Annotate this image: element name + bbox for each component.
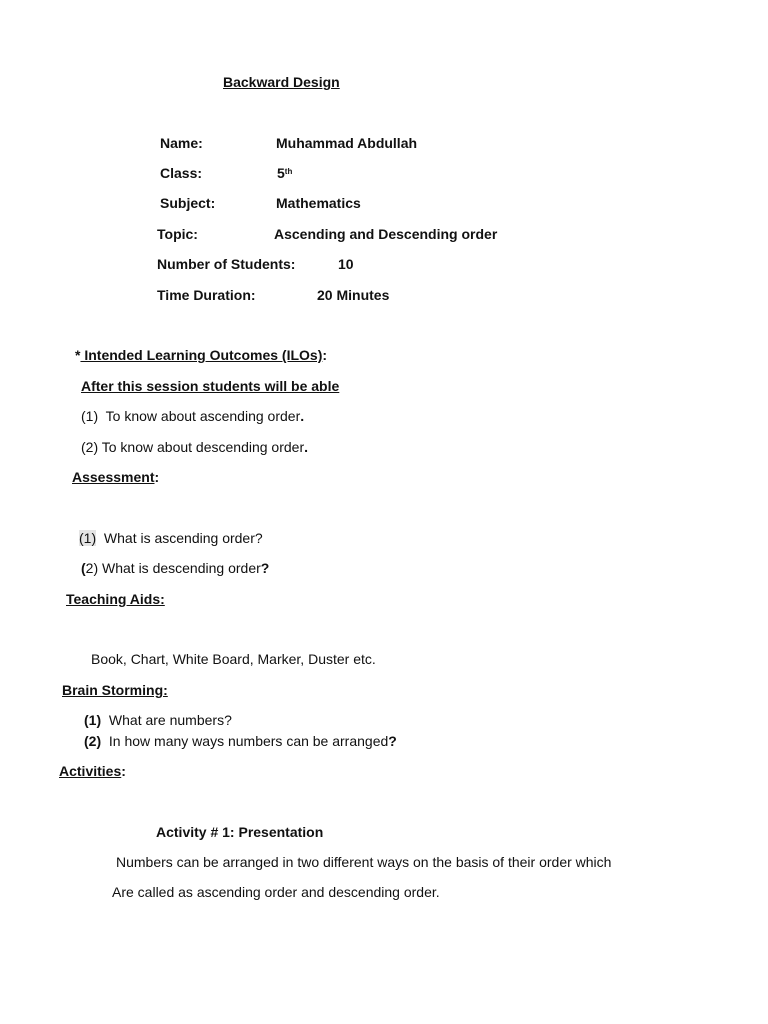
duration-value: 20 Minutes <box>317 287 390 303</box>
topic-value: Ascending and Descending order <box>274 226 498 242</box>
document-title: Backward Design <box>223 74 340 90</box>
brain-storming-question-2 <box>84 733 397 750</box>
ilo-item-1-text: To know about ascending order <box>105 408 301 424</box>
assessment-question-2-mark: ? <box>260 560 270 576</box>
subject-value: Mathematics <box>276 195 361 211</box>
assessment-question-1-text: What is ascending order? <box>103 530 263 546</box>
topic-label: Topic: <box>157 226 198 242</box>
ilo-item-2 <box>81 439 308 456</box>
assessment-question-2-text: 2) What is descending order <box>85 560 261 576</box>
assessment-question-2-open: ( <box>81 560 86 576</box>
assessment-heading <box>72 469 159 486</box>
assessment-question-2 <box>81 560 269 577</box>
subject-label: Subject: <box>160 195 216 211</box>
brain-storming-question-2-text: In how many ways numbers can be arranged <box>108 733 389 749</box>
activity-1-title: Activity # 1: Presentation <box>156 824 324 840</box>
class-number: 5 <box>277 165 285 181</box>
ilo-item-1-number: (1) <box>81 408 99 424</box>
ilos-heading-colon: : <box>322 347 328 363</box>
class-ordinal-suffix: th <box>284 167 293 176</box>
ilos-heading <box>75 347 327 364</box>
brain-storming-question-2-mark: ? <box>388 733 397 749</box>
brain-storming-question-2-number: (2) <box>84 733 102 749</box>
brain-storming-question-1-text: What are numbers? <box>108 712 232 728</box>
brain-storming-question-1-number: (1) <box>84 712 102 728</box>
activity-1-paragraph-line-1: Numbers can be arranged in two different ways on the basis of their order which <box>116 854 612 870</box>
assessment-heading-text: Assessment <box>72 469 155 485</box>
activities-heading <box>59 763 126 780</box>
assessment-heading-colon: : <box>154 469 160 485</box>
duration-label: Time Duration: <box>157 287 256 303</box>
ilos-heading-text: Intended Learning Outcomes (ILOs) <box>80 347 323 363</box>
ilo-item-2-text: (2) To know about descending order <box>81 439 305 455</box>
ilo-item-1 <box>81 408 304 425</box>
activities-heading-text: Activities <box>59 763 122 779</box>
students-label: Number of Students: <box>157 256 296 272</box>
class-label: Class: <box>160 165 203 181</box>
ilo-item-1-period: . <box>300 408 305 424</box>
class-value <box>277 165 292 182</box>
ilos-star: * <box>75 347 81 363</box>
activities-heading-colon: : <box>121 763 126 779</box>
ilos-intro: After this session students will be able <box>81 378 340 394</box>
activity-1-paragraph-line-2: Are called as ascending order and descending order. <box>112 884 440 900</box>
brain-storming-question-1 <box>84 712 232 729</box>
ilo-item-2-period: . <box>304 439 308 455</box>
teaching-aids-heading: Teaching Aids: <box>66 591 165 607</box>
name-label: Name: <box>160 135 203 151</box>
teaching-aids-text: Book, Chart, White Board, Marker, Duster etc. <box>91 651 376 667</box>
name-value: Muhammad Abdullah <box>276 135 418 151</box>
brain-storming-heading: Brain Storming: <box>62 682 168 698</box>
assessment-question-1 <box>79 530 263 547</box>
students-value: 10 <box>338 256 354 272</box>
assessment-question-1-number: (1) <box>79 530 97 546</box>
